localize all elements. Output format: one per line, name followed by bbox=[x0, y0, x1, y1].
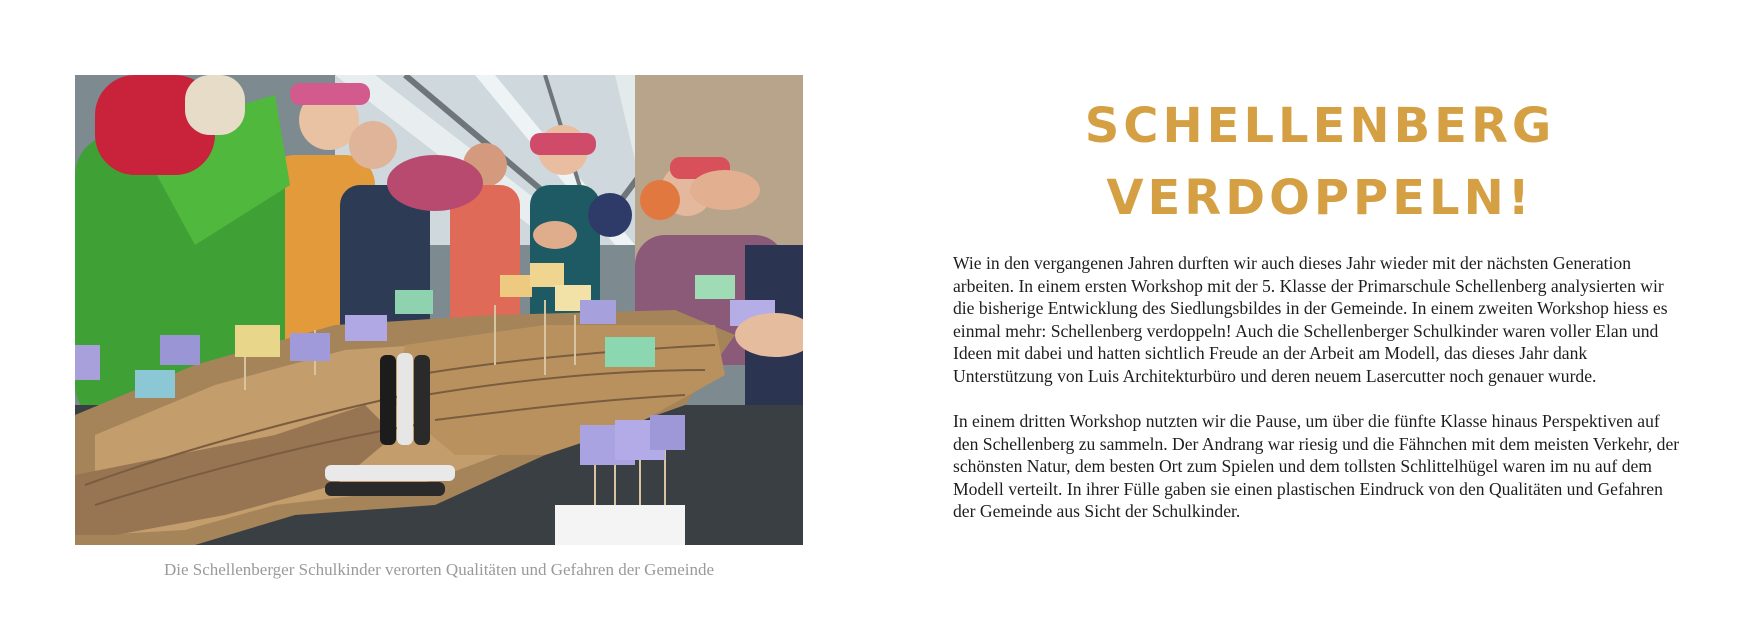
paragraph-1: Wie in den vergangenen Jahren durften wir auch dieses Jahr wieder mit der nächsten Generation arbeiten. In einem ersten Workshop mit der 5. Klasse der Primarschule Schellenberg analysierten wir die bisherige Entwicklung des Siedlungsbildes in der Gemeinde. In einem zweiten Workshop hiess es einmal mehr: Schellenberg verdoppeln! Auch die Schellenberger Schulkinder waren voller Elan und Ideen mit dabei und hatten sichtlich Freude an der Arbeit am Modell, das dieses Jahr dank Unterstützung von Luis Architekturbüro und deren neuem Lasercutter noch genauer wurde. bbox=[953, 253, 1668, 386]
paragraph-2: In einem dritten Workshop nutzten wir die Pause, um über die fünfte Klasse hinaus Perspektiven auf den Schellenberg zu sammeln. Der Andrang war riesig und die Fähnchen mit dem meisten Verkehr, der schönsten Natur, dem besten Ort zum Spielen und dem tollsten Schlittelhügel waren im nu auf dem Modell verteilt. In ihrer Fülle gaben sie einen plastischen Eindruck von den Qualitäten und Gefahren der Gemeinde aus Sicht der Schulkinder. bbox=[953, 411, 1680, 521]
photo-illustration bbox=[75, 75, 803, 545]
title-line-1: SCHELLENBERG bbox=[1084, 98, 1556, 155]
article-body bbox=[953, 252, 1688, 546]
title-line-2: VERDOPPELN! bbox=[1106, 170, 1534, 227]
workshop-photo bbox=[75, 75, 803, 545]
article-title bbox=[960, 90, 1680, 234]
photo-caption: Die Schellenberger Schulkinder verorten Qualitäten und Gefahren der Gemeinde bbox=[163, 560, 715, 579]
